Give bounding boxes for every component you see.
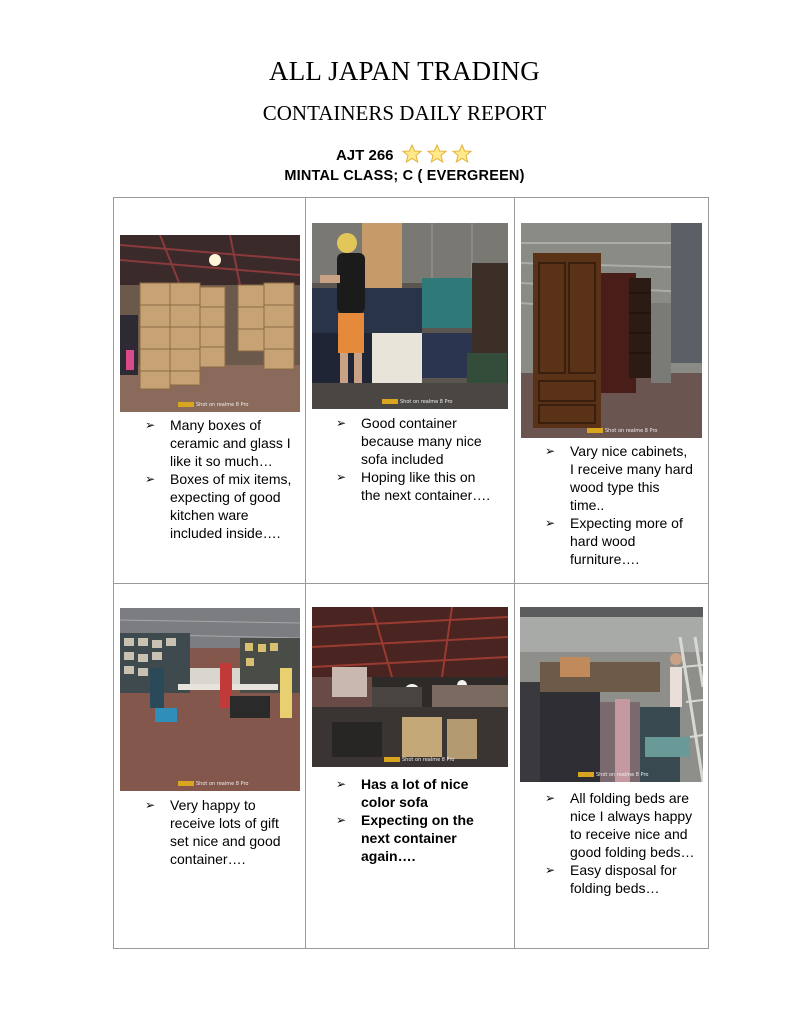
camera-watermark-text: Shot on realme 8 Pro xyxy=(402,757,455,763)
color-sofa-photo xyxy=(312,607,508,767)
star-icon xyxy=(427,144,447,163)
note-item: ➢ Boxes of mix items, expecting of good kitchen ware included inside…. xyxy=(145,470,295,542)
report-table xyxy=(113,197,709,949)
cell-notes xyxy=(145,416,295,542)
note-item: ➢ Easy disposal for folding beds… xyxy=(545,861,705,897)
note-item: ➢ Vary nice cabinets, I receive many hard wood type this time.. xyxy=(545,442,695,514)
note-item: ➢ Good container because many nice sofa included xyxy=(336,414,496,468)
star-icon xyxy=(452,144,472,163)
rating-stars xyxy=(402,144,473,167)
camera-watermark-text: Shot on realme 8 Pro xyxy=(605,428,658,434)
camera-watermark-text: Shot on realme 8 Pro xyxy=(196,781,249,787)
gift-sets-photo xyxy=(120,608,300,791)
cell-notes xyxy=(336,414,496,504)
container-code: AJT 266 xyxy=(335,147,394,164)
sofa-unloading-photo xyxy=(312,223,508,409)
note-item: ➢ Hoping like this on the next container…. xyxy=(336,468,496,504)
report-company-title: ALL JAPAN TRADING xyxy=(269,56,540,86)
camera-watermark-badge xyxy=(587,428,603,433)
table-divider xyxy=(114,583,708,584)
cell-notes xyxy=(145,796,295,868)
warehouse-boxes-photo xyxy=(120,235,300,412)
cell-notes xyxy=(545,789,705,897)
camera-watermark-badge xyxy=(384,757,400,762)
camera-watermark-badge xyxy=(178,402,194,407)
star-icon xyxy=(402,144,422,163)
container-code-line xyxy=(0,144,809,167)
camera-watermark-text: Shot on realme 8 Pro xyxy=(400,399,453,405)
cell-notes xyxy=(336,775,496,865)
folding-beds-photo xyxy=(520,607,703,782)
cell-notes xyxy=(545,442,695,568)
note-item: ➢ Expecting on the next container again…. xyxy=(336,811,496,865)
note-item: ➢ Expecting more of hard wood furniture…. xyxy=(545,514,695,568)
container-class-line: MINTAL CLASS; C ( EVERGREEN) xyxy=(284,168,525,184)
note-item: ➢ All folding beds are nice I always happy to receive nice and good folding beds… xyxy=(545,789,705,861)
camera-watermark-text: Shot on realme 8 Pro xyxy=(596,772,649,778)
note-item: ➢ Many boxes of ceramic and glass I like it so much… xyxy=(145,416,295,470)
table-divider xyxy=(305,198,306,948)
camera-watermark-badge xyxy=(578,772,594,777)
note-item: ➢ Has a lot of nice color sofa xyxy=(336,775,496,811)
note-item: ➢ Very happy to receive lots of gift set nice and good container…. xyxy=(145,796,295,868)
cabinets-photo xyxy=(521,223,702,438)
table-divider xyxy=(514,198,515,948)
report-subtitle: CONTAINERS DAILY REPORT xyxy=(262,101,547,125)
camera-watermark-badge xyxy=(178,781,194,786)
camera-watermark-text: Shot on realme 8 Pro xyxy=(196,402,249,408)
camera-watermark-badge xyxy=(382,399,398,404)
